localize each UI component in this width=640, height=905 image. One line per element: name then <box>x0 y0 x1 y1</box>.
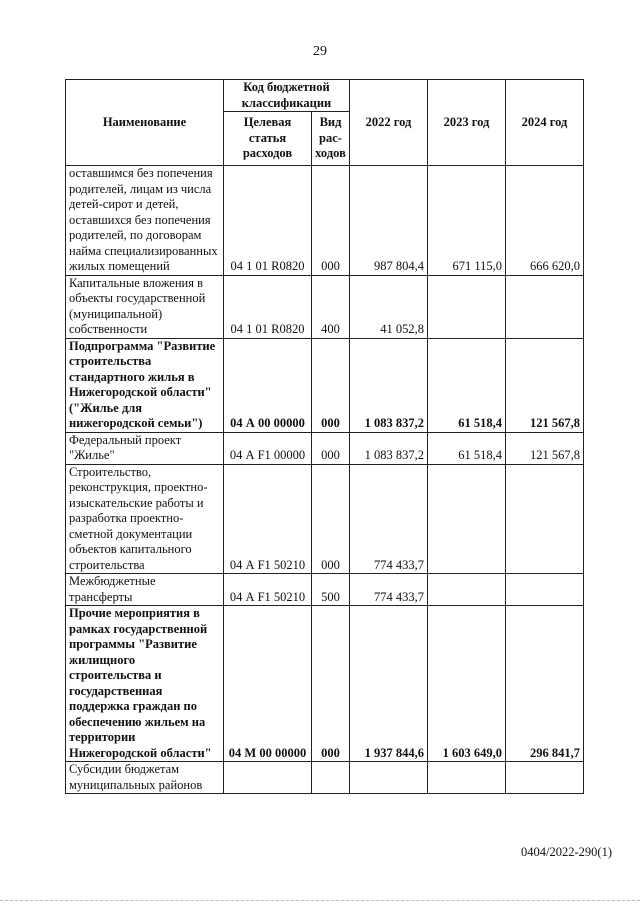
table-row <box>66 166 584 276</box>
row-2024-cell <box>506 762 584 794</box>
row-name-cell: Прочие мероприятия в рамках государственной программы "Развитие жилищного строительства и государственная поддержка граждан по обеспечению жильем на территории Нижегородской области" <box>66 606 224 762</box>
row-type-cell: 500 <box>312 574 350 606</box>
header-2023: 2023 год <box>428 80 506 166</box>
row-2022-cell: 1 937 844,6 <box>350 606 428 762</box>
row-type-cell: 000 <box>312 432 350 464</box>
row-name-cell: Капитальные вложения в объекты государственной (муниципальной) собственности <box>66 275 224 338</box>
row-2022-cell <box>350 762 428 794</box>
row-name-cell: Субсидии бюджетам муниципальных районов <box>66 762 224 794</box>
row-type-cell: 400 <box>312 275 350 338</box>
row-2024-cell <box>506 275 584 338</box>
row-2023-cell: 671 115,0 <box>428 166 506 276</box>
row-name-cell: Межбюджетные трансферты <box>66 574 224 606</box>
row-2024-cell: 121 567,8 <box>506 432 584 464</box>
row-2022-cell: 774 433,7 <box>350 574 428 606</box>
table-header <box>66 80 584 166</box>
row-article-cell: 04 А F1 00000 <box>224 432 312 464</box>
scan-edge-line <box>0 900 640 902</box>
table-row <box>66 606 584 762</box>
row-2022-cell: 1 083 837,2 <box>350 338 428 432</box>
table-row <box>66 574 584 606</box>
table-row <box>66 338 584 432</box>
budget-table <box>65 79 584 794</box>
row-article-cell: 04 А 00 00000 <box>224 338 312 432</box>
row-2024-cell <box>506 464 584 574</box>
row-type-cell <box>312 762 350 794</box>
header-2024: 2024 год <box>506 80 584 166</box>
header-kbk: Код бюджетной классификации <box>224 80 350 112</box>
row-article-cell: 04 А F1 50210 <box>224 574 312 606</box>
table-body <box>66 166 584 794</box>
row-article-cell <box>224 762 312 794</box>
row-2024-cell: 296 841,7 <box>506 606 584 762</box>
row-name-cell: Строительство, реконструкция, проектно-изыскательские работы и разработка проектно-сметной документации объектов капитального строительства <box>66 464 224 574</box>
header-2022: 2022 год <box>350 80 428 166</box>
row-type-cell: 000 <box>312 166 350 276</box>
table-row <box>66 432 584 464</box>
row-2022-cell: 774 433,7 <box>350 464 428 574</box>
document-code: 0404/2022-290(1) <box>521 845 612 859</box>
table-row <box>66 464 584 574</box>
table-row <box>66 762 584 794</box>
row-2023-cell: 1 603 649,0 <box>428 606 506 762</box>
row-2024-cell: 666 620,0 <box>506 166 584 276</box>
header-type: Вид рас-ходов <box>312 112 350 166</box>
row-2022-cell: 41 052,8 <box>350 275 428 338</box>
header-name: Наименование <box>66 80 224 166</box>
row-article-cell: 04 М 00 00000 <box>224 606 312 762</box>
row-type-cell: 000 <box>312 464 350 574</box>
row-name-cell: Федеральный проект "Жилье" <box>66 432 224 464</box>
header-article: Целевая статья расходов <box>224 112 312 166</box>
page-number: 29 <box>313 44 327 59</box>
row-2022-cell: 1 083 837,2 <box>350 432 428 464</box>
row-2024-cell: 121 567,8 <box>506 338 584 432</box>
row-article-cell: 04 1 01 R0820 <box>224 166 312 276</box>
row-2022-cell: 987 804,4 <box>350 166 428 276</box>
row-2023-cell <box>428 464 506 574</box>
row-2024-cell <box>506 574 584 606</box>
row-name-cell: оставшимся без попечения родителей, лицам из числа детей-сирот и детей, оставшихся без попечения родителей, по договорам найма специализированных жилых помещений <box>66 166 224 276</box>
row-2023-cell <box>428 574 506 606</box>
row-2023-cell: 61 518,4 <box>428 432 506 464</box>
row-article-cell: 04 1 01 R0820 <box>224 275 312 338</box>
row-name-cell: Подпрограмма "Развитие строительства стандартного жилья в Нижегородской области" ("Жилье для нижегородской семьи") <box>66 338 224 432</box>
row-2023-cell: 61 518,4 <box>428 338 506 432</box>
row-2023-cell <box>428 762 506 794</box>
row-type-cell: 000 <box>312 606 350 762</box>
row-2023-cell <box>428 275 506 338</box>
table-row <box>66 275 584 338</box>
row-article-cell: 04 А F1 50210 <box>224 464 312 574</box>
row-type-cell: 000 <box>312 338 350 432</box>
